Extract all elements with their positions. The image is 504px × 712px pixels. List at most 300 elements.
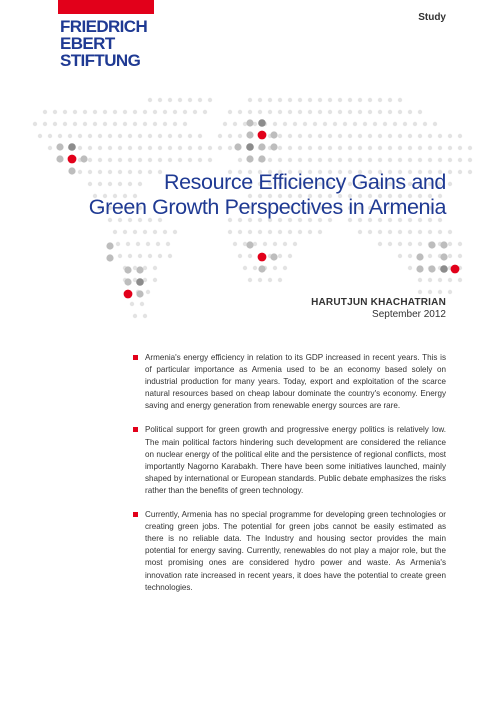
map-dot <box>418 134 422 138</box>
map-dot <box>378 134 382 138</box>
map-dot-highlight <box>106 254 113 261</box>
map-dot <box>333 122 337 126</box>
map-dot <box>448 242 452 246</box>
map-dot <box>248 110 252 114</box>
map-dot-red <box>258 131 267 140</box>
map-dot <box>268 158 272 162</box>
map-dot <box>323 122 327 126</box>
map-dot <box>148 158 152 162</box>
map-dot <box>438 278 442 282</box>
map-dot <box>288 254 292 258</box>
map-dot <box>173 122 177 126</box>
map-dot-highlight <box>246 241 253 248</box>
map-dot <box>98 158 102 162</box>
map-dot <box>438 290 442 294</box>
logo-line-1: FRIEDRICH <box>60 17 148 36</box>
map-dot <box>298 98 302 102</box>
map-dot <box>378 110 382 114</box>
map-dot <box>53 110 57 114</box>
map-dot <box>298 230 302 234</box>
map-dot <box>348 98 352 102</box>
map-dot <box>388 98 392 102</box>
map-dot <box>143 110 147 114</box>
map-dot <box>218 146 222 150</box>
map-dot <box>223 122 227 126</box>
map-dot <box>363 122 367 126</box>
document-type-label: Study <box>418 12 446 23</box>
map-dot-highlight <box>246 143 254 151</box>
map-dot <box>388 158 392 162</box>
map-dot <box>153 122 157 126</box>
map-dot-highlight <box>80 155 87 162</box>
map-dot <box>228 230 232 234</box>
map-dot <box>308 110 312 114</box>
map-dot <box>398 146 402 150</box>
map-dot <box>433 122 437 126</box>
map-dot <box>348 158 352 162</box>
map-dot <box>83 122 87 126</box>
map-dot <box>268 230 272 234</box>
map-dot <box>158 146 162 150</box>
map-dot <box>418 242 422 246</box>
map-dot <box>458 254 462 258</box>
map-dot <box>318 134 322 138</box>
map-dot <box>413 122 417 126</box>
map-dot <box>188 134 192 138</box>
map-dot <box>43 122 47 126</box>
map-dot <box>48 146 52 150</box>
map-dot <box>63 110 67 114</box>
summary-item <box>133 424 446 497</box>
map-dot <box>238 254 242 258</box>
map-dot <box>128 146 132 150</box>
map-dot <box>418 290 422 294</box>
map-dot <box>278 134 282 138</box>
map-dot <box>448 230 452 234</box>
map-dot <box>358 98 362 102</box>
author-name: HARUTJUN KHACHATRIAN <box>311 297 446 308</box>
map-dot <box>448 146 452 150</box>
map-dot <box>393 122 397 126</box>
map-dot <box>43 110 47 114</box>
map-dot <box>308 230 312 234</box>
map-dot <box>133 314 137 318</box>
map-dot <box>378 98 382 102</box>
map-dot <box>368 110 372 114</box>
map-dot <box>143 314 147 318</box>
map-dot <box>468 170 472 174</box>
map-dot <box>148 146 152 150</box>
map-dot <box>288 146 292 150</box>
map-dot <box>88 158 92 162</box>
map-dot <box>278 230 282 234</box>
map-dot <box>188 158 192 162</box>
map-dot <box>168 254 172 258</box>
map-dot <box>153 278 157 282</box>
map-dot <box>198 98 202 102</box>
summary-item <box>133 509 446 594</box>
map-dot <box>423 122 427 126</box>
map-dot <box>328 98 332 102</box>
map-dot <box>283 266 287 270</box>
map-dot <box>458 242 462 246</box>
map-dot <box>428 134 432 138</box>
map-dot <box>398 110 402 114</box>
map-dot <box>168 134 172 138</box>
map-dot <box>153 110 157 114</box>
map-dot <box>273 242 277 246</box>
map-dot <box>278 158 282 162</box>
map-dot-highlight <box>440 265 448 273</box>
map-dot <box>278 146 282 150</box>
map-dot <box>63 122 67 126</box>
map-dot <box>373 122 377 126</box>
map-dot <box>126 242 130 246</box>
map-dot <box>343 122 347 126</box>
map-dot <box>148 254 152 258</box>
map-dot <box>93 122 97 126</box>
title-line-2: Green Growth Perspectives in Armenia <box>88 195 446 219</box>
map-dot <box>238 134 242 138</box>
map-dot <box>258 98 262 102</box>
map-dot-highlight <box>270 253 277 260</box>
map-dot <box>378 146 382 150</box>
map-dot-highlight <box>234 143 241 150</box>
map-dot <box>146 242 150 246</box>
map-dot <box>408 254 412 258</box>
map-dot <box>398 254 402 258</box>
map-dot <box>123 230 127 234</box>
map-dot <box>188 146 192 150</box>
map-dot-highlight <box>68 143 76 151</box>
map-dot <box>438 134 442 138</box>
map-dot <box>308 98 312 102</box>
map-dot <box>233 242 237 246</box>
map-dot <box>418 230 422 234</box>
map-dot <box>283 122 287 126</box>
map-dot <box>148 98 152 102</box>
map-dot <box>308 134 312 138</box>
map-dot <box>458 278 462 282</box>
map-dot <box>408 158 412 162</box>
map-dot <box>278 98 282 102</box>
map-dot <box>368 146 372 150</box>
map-dot <box>428 254 432 258</box>
map-dot <box>338 146 342 150</box>
map-dot <box>218 134 222 138</box>
map-dot-highlight <box>270 131 277 138</box>
map-dot <box>140 302 144 306</box>
summary-text: Political support for green growth and progressive energy politics is relatively low. The main political factors hindering such development are considered the reliance on nuclear energy of the political elite and the persistence of regional conflicts, most importantly Nagorno Karabakh. There have been some initiatives launched, mainly shaped by international or European standards. Public debate emphasizes the risks rather than the benefits of green technology. <box>145 425 446 495</box>
map-dot <box>253 266 257 270</box>
map-dot <box>268 98 272 102</box>
map-dot <box>448 158 452 162</box>
map-dot <box>273 122 277 126</box>
map-dot <box>108 134 112 138</box>
map-dot <box>158 158 162 162</box>
map-dot <box>78 134 82 138</box>
map-dot <box>108 158 112 162</box>
map-dot <box>448 182 452 186</box>
map-dot <box>148 134 152 138</box>
map-dot <box>458 134 462 138</box>
map-dot <box>238 110 242 114</box>
map-dot <box>248 254 252 258</box>
map-dot <box>138 146 142 150</box>
map-dot <box>138 134 142 138</box>
map-dot <box>288 134 292 138</box>
map-dot <box>123 110 127 114</box>
map-dot <box>358 134 362 138</box>
map-dot <box>158 134 162 138</box>
map-dot <box>268 110 272 114</box>
page-title <box>30 170 446 220</box>
map-dot-highlight <box>106 242 113 249</box>
map-dot <box>328 110 332 114</box>
map-dot-highlight <box>246 155 253 162</box>
map-dot <box>208 146 212 150</box>
map-dot-highlight <box>428 265 435 272</box>
map-dot <box>418 146 422 150</box>
map-dot <box>318 98 322 102</box>
summary-text: Currently, Armenia has no special programme for developing green technologies or creating green jobs. The potential for green jobs cannot be easily estimated as there is no reliable data. The Industry and housing sector provides the main potential for energy saving. Currently, renewables do not play a major role, but the most promising ones are considered hydro power and waste. As Armenia's innovation rate increased in recent years, it does have the potential to create green technologies. <box>145 510 446 592</box>
map-dot <box>130 302 134 306</box>
map-dot <box>118 254 122 258</box>
map-dot <box>258 110 262 114</box>
map-dot <box>248 230 252 234</box>
map-dot <box>438 146 442 150</box>
map-dot <box>328 158 332 162</box>
map-dot <box>146 290 150 294</box>
map-dot <box>308 158 312 162</box>
map-dot <box>258 278 262 282</box>
map-dot <box>156 242 160 246</box>
map-dot <box>153 230 157 234</box>
map-dot <box>143 230 147 234</box>
summary-text: Armenia's energy efficiency in relation to its GDP increased in recent years. This is of particular importance as Armenia used to be an economy based solely on industrial production for many years. Today, export and exploitation of the scarce natural resources based on cheap labour dominate the country's economy. Energy saving and energy generation from renewable energy sources are rare. <box>145 353 446 411</box>
map-dot <box>358 146 362 150</box>
map-dot <box>368 230 372 234</box>
map-dot <box>458 158 462 162</box>
map-dot <box>178 146 182 150</box>
map-dot <box>108 146 112 150</box>
map-dot <box>138 158 142 162</box>
map-dot <box>273 266 277 270</box>
map-dot <box>428 230 432 234</box>
map-dot <box>408 266 412 270</box>
map-dot-highlight <box>124 278 131 285</box>
map-dot <box>348 110 352 114</box>
map-dot <box>238 230 242 234</box>
map-dot <box>298 110 302 114</box>
map-dot <box>228 110 232 114</box>
map-dot-highlight <box>258 155 265 162</box>
map-dot <box>408 146 412 150</box>
map-dot <box>248 278 252 282</box>
map-dot <box>283 242 287 246</box>
map-dot <box>118 134 122 138</box>
map-dot <box>128 158 132 162</box>
map-dot-highlight <box>136 290 143 297</box>
map-dot <box>358 110 362 114</box>
map-dot <box>198 158 202 162</box>
map-dot <box>368 158 372 162</box>
map-dot <box>428 146 432 150</box>
map-dot <box>398 98 402 102</box>
summary-list <box>133 352 446 606</box>
map-dot <box>228 134 232 138</box>
map-dot <box>438 230 442 234</box>
map-dot <box>358 158 362 162</box>
map-dot <box>228 146 232 150</box>
map-dot <box>113 110 117 114</box>
map-dot <box>168 158 172 162</box>
bullet-square-icon <box>133 427 138 432</box>
map-dot <box>78 146 82 150</box>
map-dot <box>288 230 292 234</box>
map-dot <box>408 110 412 114</box>
map-dot <box>378 158 382 162</box>
map-dot <box>398 158 402 162</box>
map-dot-highlight <box>428 241 435 248</box>
map-dot <box>248 98 252 102</box>
map-dot <box>116 242 120 246</box>
map-dot <box>93 110 97 114</box>
map-dot <box>188 98 192 102</box>
map-dot <box>113 122 117 126</box>
map-dot-highlight <box>136 278 144 286</box>
map-dot <box>173 230 177 234</box>
map-dot <box>48 134 52 138</box>
map-dot-highlight <box>246 119 253 126</box>
map-dot <box>238 158 242 162</box>
map-dot <box>293 122 297 126</box>
map-dot <box>138 254 142 258</box>
map-dot-red <box>124 290 133 299</box>
map-dot <box>198 134 202 138</box>
map-dot <box>403 122 407 126</box>
author-block <box>311 297 446 321</box>
map-dot <box>33 122 37 126</box>
map-dot-highlight <box>258 265 265 272</box>
map-dot <box>123 122 127 126</box>
map-dot <box>388 146 392 150</box>
map-dot <box>128 134 132 138</box>
map-dot <box>458 146 462 150</box>
map-dot <box>308 146 312 150</box>
map-dot <box>328 146 332 150</box>
map-dot-highlight <box>56 143 63 150</box>
map-dot <box>368 98 372 102</box>
map-dot <box>88 134 92 138</box>
map-dot-highlight <box>416 265 423 272</box>
map-dot <box>133 230 137 234</box>
map-dot <box>208 158 212 162</box>
map-dot <box>298 158 302 162</box>
map-dot <box>288 110 292 114</box>
logo-line-3: STIFTUNG <box>60 51 141 70</box>
map-dot <box>458 170 462 174</box>
map-dot <box>428 278 432 282</box>
map-dot <box>303 122 307 126</box>
map-dot <box>118 158 122 162</box>
map-dot <box>428 158 432 162</box>
map-dot <box>153 266 157 270</box>
map-dot <box>278 254 282 258</box>
map-dot-highlight <box>258 119 266 127</box>
map-dot-highlight <box>440 241 447 248</box>
map-dot <box>98 134 102 138</box>
bullet-square-icon <box>133 355 138 360</box>
map-dot <box>468 158 472 162</box>
map-dot <box>293 242 297 246</box>
map-dot <box>178 158 182 162</box>
map-dot <box>468 146 472 150</box>
map-dot <box>408 230 412 234</box>
map-dot-highlight <box>136 266 143 273</box>
map-dot <box>163 110 167 114</box>
map-dot <box>133 110 137 114</box>
map-dot-red <box>68 155 77 164</box>
map-dot <box>448 278 452 282</box>
map-dot <box>448 134 452 138</box>
map-dot-highlight <box>124 266 131 273</box>
map-dot <box>268 278 272 282</box>
map-dot <box>158 98 162 102</box>
map-dot <box>298 146 302 150</box>
map-dot <box>328 134 332 138</box>
map-dot <box>298 134 302 138</box>
map-dot <box>68 134 72 138</box>
map-dot <box>143 122 147 126</box>
map-dot <box>448 170 452 174</box>
map-dot <box>313 122 317 126</box>
map-dot <box>418 278 422 282</box>
map-dot <box>348 134 352 138</box>
map-dot <box>233 122 237 126</box>
map-dot <box>378 242 382 246</box>
bullet-square-icon <box>133 512 138 517</box>
map-dot-highlight <box>416 253 423 260</box>
map-dot <box>263 242 267 246</box>
publication-date: September 2012 <box>372 309 446 320</box>
map-dot <box>198 146 202 150</box>
map-dot <box>243 266 247 270</box>
map-dot <box>348 146 352 150</box>
map-dot <box>113 230 117 234</box>
map-dot <box>278 110 282 114</box>
map-dot <box>383 122 387 126</box>
map-dot <box>358 230 362 234</box>
map-dot-highlight <box>56 155 63 162</box>
map-dot <box>88 146 92 150</box>
map-dot <box>278 278 282 282</box>
map-dot <box>168 146 172 150</box>
map-dot <box>368 134 372 138</box>
map-dot-red <box>451 265 460 274</box>
map-dot <box>288 98 292 102</box>
map-dot <box>166 242 170 246</box>
map-dot <box>418 110 422 114</box>
map-dot <box>448 254 452 258</box>
map-dot <box>318 146 322 150</box>
map-dot <box>133 122 137 126</box>
map-dot-highlight <box>270 143 277 150</box>
map-dot <box>338 158 342 162</box>
map-dot <box>83 110 87 114</box>
map-dot <box>58 134 62 138</box>
map-dot <box>418 158 422 162</box>
